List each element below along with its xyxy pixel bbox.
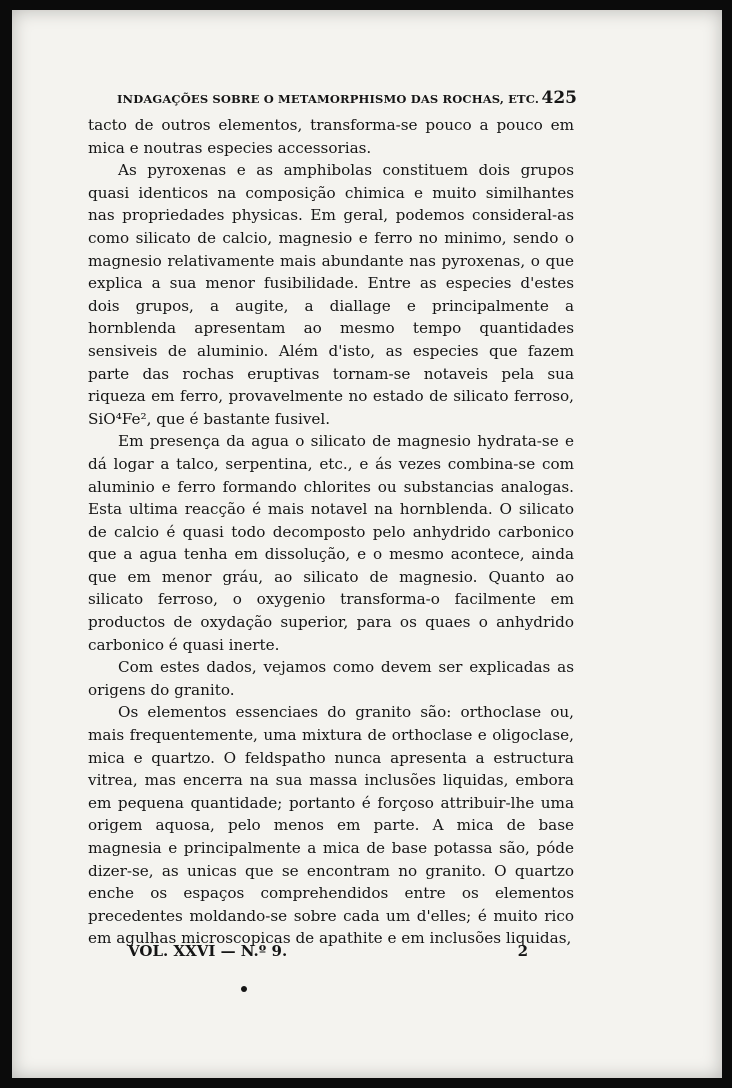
page-number: 425: [541, 88, 577, 108]
paragraph: Em presença da agua o silicato de magnesio hydrata-se e dá logar a talco, serpentina, etc., e ás vezes combina-se com aluminio e ferro formando chlorites ou substancias analogas. Esta ultima reacção é mais notavel na hornblenda. O silicato de calcio é quasi todo decomposto pelo anhydrido carbonico que a agua tenha em dissolução, e o mesmo acontece, ainda que em menor gráu, ao silicato de magnesio. Quanto ao silicato ferroso, o oxygenio transforma-o facilmente em productos de oxydação superior, para os quaes o anhydrido carbonico é quasi inerte.: [88, 432, 574, 654]
paragraph: Os elementos essenciaes do granito são: orthoclase ou, mais frequentemente, uma mixtura de orthoclase e oligoclase, mica e quartzo. O feldspatho nunca apresenta a estructura vitrea, mas encerra na sua massa inclusões liquidas, embora em pequena quantidade; portanto é forçoso attribuir-lhe uma origem aquosa, pelo menos em parte. A mica de base magnesia e principalmente a mica de base potassa são, póde dizer-se, as unicas que se encontram no granito. O quartzo enche os espaços comprehendidos entre os elementos precedentes moldando-se sobre cada um d'elles; é muito rico em agulhas microscopicas de apathite e em inclusões liquidas,: [88, 703, 574, 948]
page-header: [117, 88, 577, 108]
document-page: [12, 10, 722, 1078]
signature-mark: 2: [517, 942, 528, 960]
body-text: [88, 114, 574, 950]
paragraph: As pyroxenas e as amphibolas constituem dois grupos quasi identicos na composição chimica e muito similhantes nas propriedades physicas. Em geral, podemos consideral-as como silicato de calcio, magnesio e ferro no minimo, sendo o magnesio relativamente mais abundante nas pyroxenas, o que explica a sua menor fusibilidade. Entre as especies d'estes dois grupos, a augite, a diallage e principalmente a hornblenda apresentam ao mesmo tempo quantidades sensiveis de aluminio. Além d'isto, as especies que fazem parte das rochas eruptivas tornam-se notaveis pela sua riqueza em ferro, provavelmente no estado de silicato ferroso, SiO⁴Fe², que é bastante fusivel.: [88, 161, 574, 428]
decorative-dot: [241, 986, 247, 992]
paragraph: Com estes dados, vejamos como devem ser explicadas as origens do granito.: [88, 658, 574, 699]
page-footer: [128, 942, 528, 960]
volume-number: VOL. XXVI — N.º 9.: [128, 942, 288, 960]
running-title: INDAGAÇÕES SOBRE O METAMORPHISMO DAS ROCHAS, ETC.: [117, 92, 540, 106]
paragraph-continuation: tacto de outros elementos, transforma-se pouco a pouco em mica e noutras especies accessorias.: [88, 116, 574, 157]
